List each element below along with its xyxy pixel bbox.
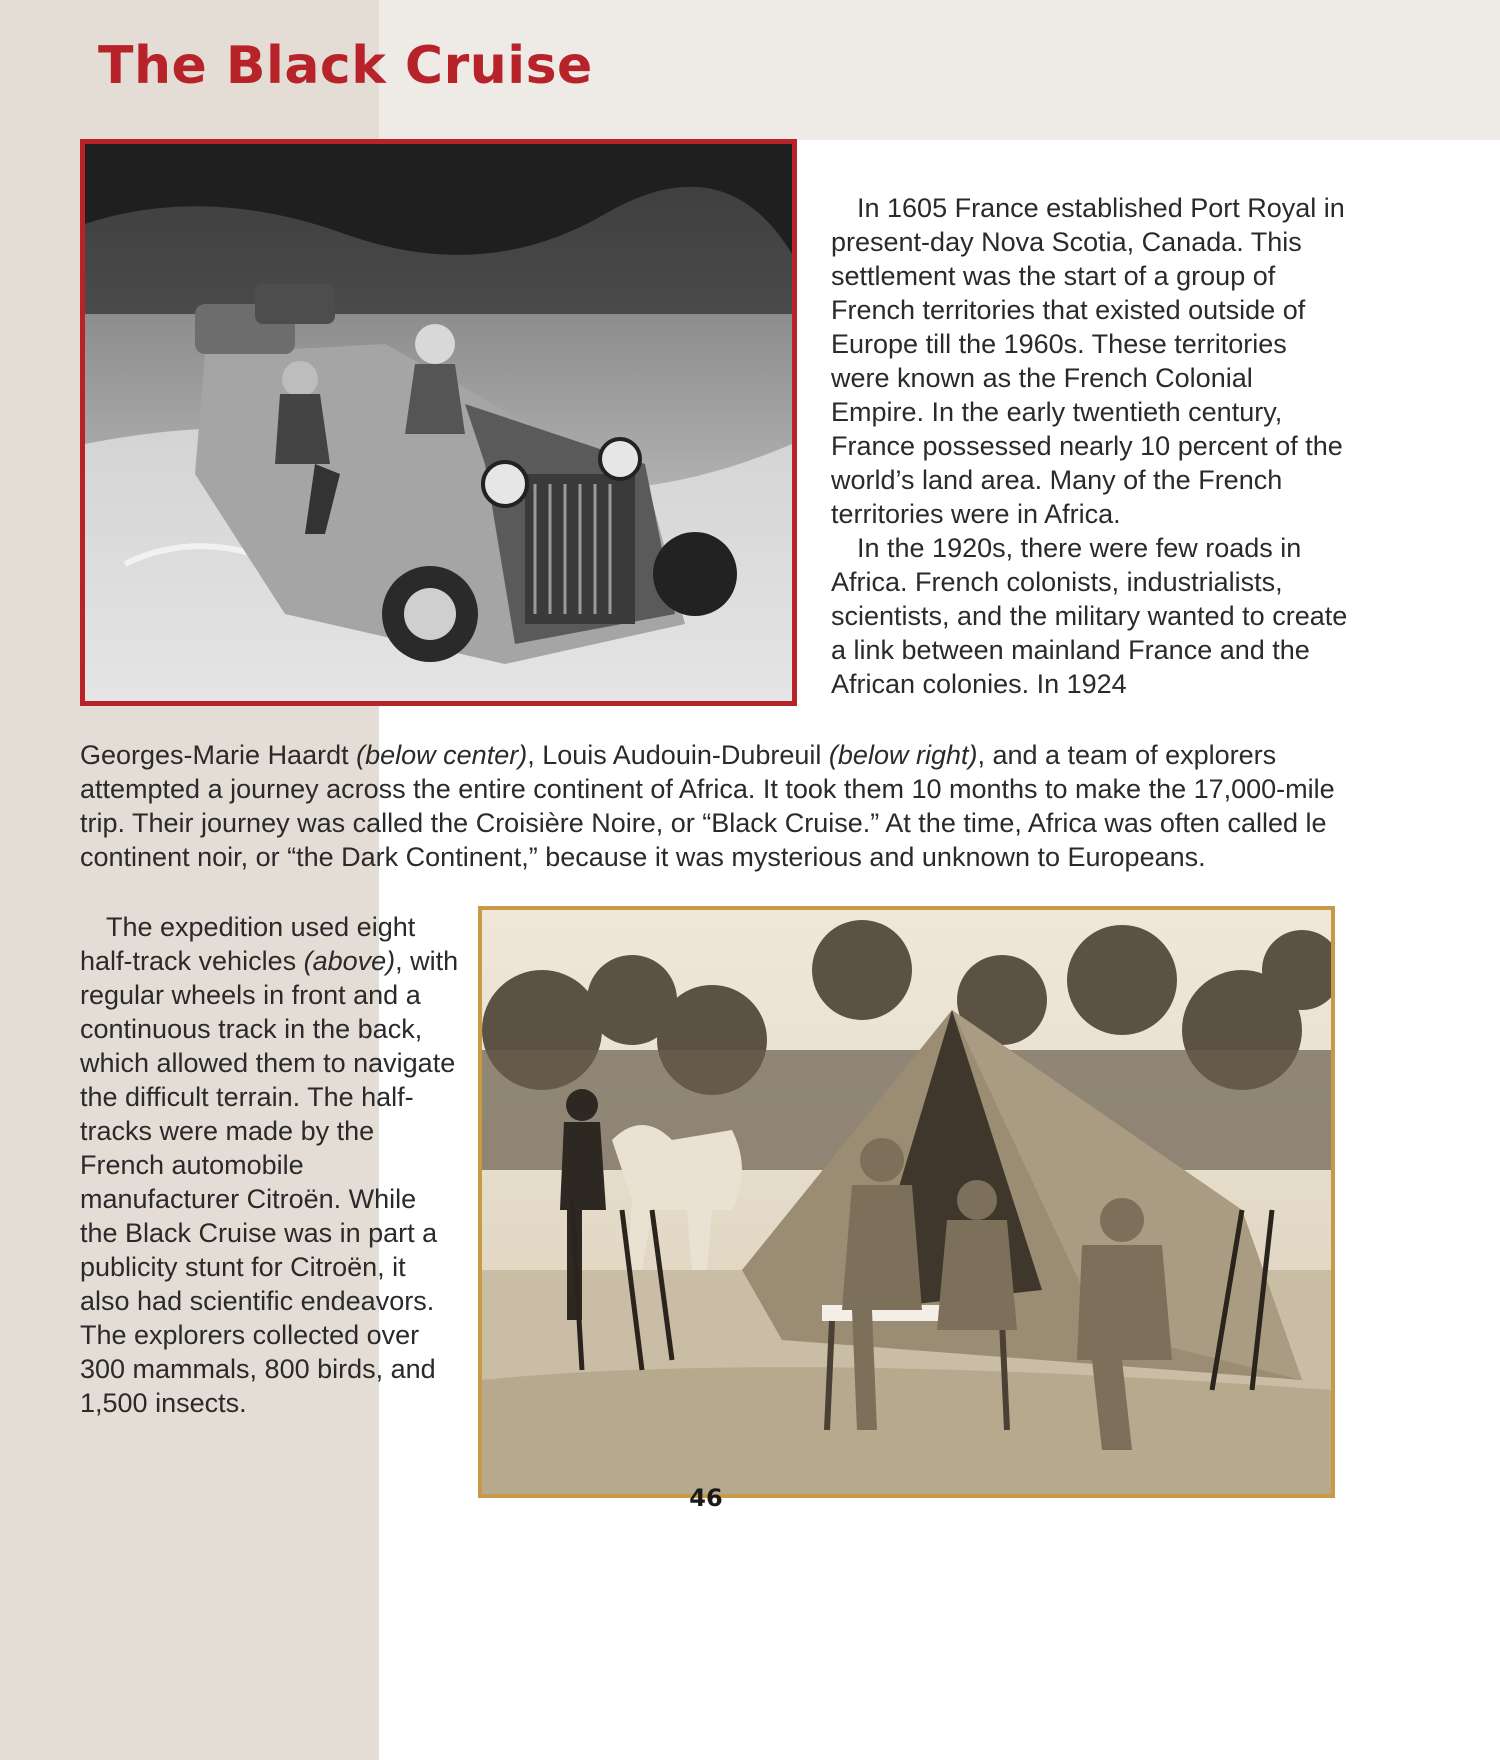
text-audouin: , Louis Audouin-Dubreuil bbox=[527, 740, 822, 770]
article-column-left bbox=[80, 910, 460, 1420]
half-track-river-photo bbox=[80, 139, 797, 706]
caption-ref-below-center: (below center) bbox=[356, 740, 528, 770]
paragraph-half-tracks bbox=[80, 910, 460, 1420]
text-half-tracks-rest: , with regular wheels in front and a continuous track in the back, which allowed them to navigate the difficult terrain. The half-tracks were made by the French automobile manufacturer Citroën. While the Black Cruise was in part a publicity stunt for Citroën, it also had scientific endeavors. The explorers collected over 300 mammals, 800 birds, and 1,500 insects. bbox=[80, 946, 459, 1418]
text-journey-rest: , and a team of explorers attempted a journey across the entire continent of Africa. It took them 10 months to make the 17,000-mile trip. Their journey was called the Croisière Noire, or “Black Cruise.” At the time, Africa was often called le continent noir, or “the Dark Continent,” because it was mysterious and unknown to Europeans. bbox=[80, 740, 1335, 872]
article-column-full bbox=[80, 738, 1370, 874]
page-number: 46 bbox=[689, 1484, 723, 1512]
page-title: The Black Cruise bbox=[98, 36, 593, 96]
paragraph-expedition-journey bbox=[80, 738, 1370, 874]
text-half-tracks-start: The expedition used eight half-track vehicles bbox=[80, 912, 416, 976]
caption-ref-above: (above) bbox=[303, 946, 396, 976]
expedition-camp-photo bbox=[478, 906, 1335, 1498]
article-column-right bbox=[831, 191, 1351, 701]
caption-ref-below-right: (below right) bbox=[828, 740, 978, 770]
text-haardt: Georges-Marie Haardt bbox=[80, 740, 349, 770]
paragraph-1920s-roads-intro: In the 1920s, there were few roads in Africa. French colonists, industrialists, scientists, and the military wanted to create a link between mainland France and the African colonies. In 1924 bbox=[831, 533, 1348, 699]
paragraph-colonial-empire: In 1605 France established Port Royal in present-day Nova Scotia, Canada. This settlement was the start of a group of French territories that existed outside of Europe till the 1960s. These territories were known as the French Colonial Empire. In the early twentieth century, France possessed nearly 10 percent of the world’s land area. Many of the French territories were in Africa. bbox=[831, 193, 1345, 529]
